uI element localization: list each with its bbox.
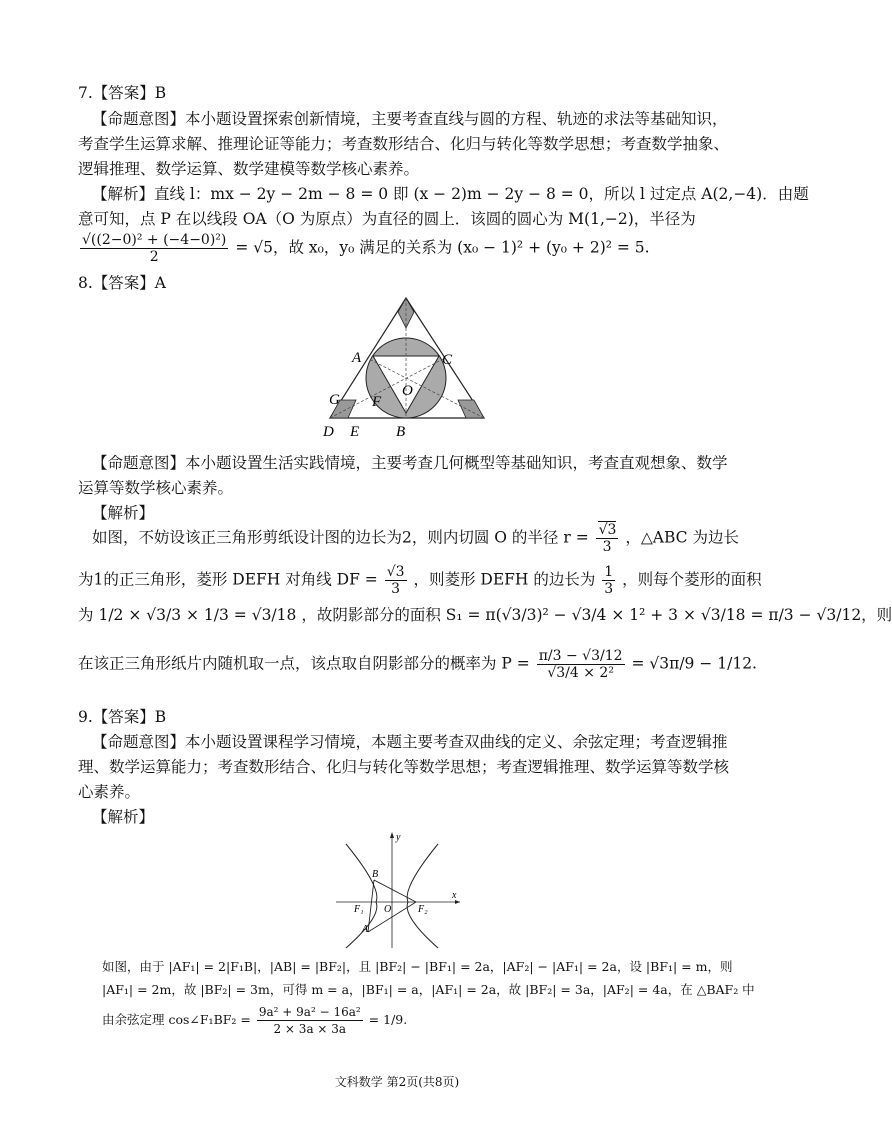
segment-ab: [368, 880, 374, 932]
right-rhombus: [458, 400, 484, 418]
right-branch: [407, 844, 438, 948]
label-c: C: [442, 352, 453, 368]
page-footer: 文科数学 第2页(共8页): [334, 1075, 460, 1089]
q7-analysis-result: = √5，故 x₀，y₀ 满足的关系为 (x₀ − 1)² + (y₀ + 2)² = 5.: [235, 238, 650, 257]
q7-analysis-line-2: 意可知，点 P 在以线段 OA（O 为原点）为直径的圆上．该圆的圆心为 M(1,−2)，半径为: [78, 210, 696, 228]
q8-analysis-line-4: [78, 648, 757, 681]
q9-intent-line-3: 心素养。: [78, 783, 141, 801]
q7-intent-line-1: 【命题意图】本小题设置探索创新情境，主要考查直线与圆的方程、轨迹的求法等基础知识，: [92, 110, 728, 128]
q7-analysis-line-1: 【解析】直线 l：mx − 2y − 2m − 8 = 0 即 (x − 2)m − 2y − 8 = 0，所以 l 过定点 A(2,−4)．由题: [92, 185, 809, 203]
label-e: E: [350, 424, 360, 440]
text-segment: ，则每个菱形的面积: [622, 570, 762, 589]
text-segment: ，△ABC 为边长: [625, 528, 739, 547]
denominator: 3: [604, 581, 614, 597]
q8-analysis-line-2: [78, 564, 762, 597]
label-y: y: [396, 832, 401, 843]
text-segment: ，故阴影部分的面积 S₁ = π(√3/3)² − √3/4 × 1² + 3 × √3/18 = π/3 − √3/12，则: [301, 606, 892, 624]
q7-intent-line-2: 考查学生运算求解、推理论证等能力；考查数形结合、化归与转化等数学思想；考查数学抽象、: [78, 135, 730, 153]
radius-denominator: 2: [149, 249, 159, 265]
label-b: B: [372, 869, 379, 880]
label-f: F: [372, 394, 382, 410]
q8-intent-line-2: 运算等数学核心素养。: [78, 479, 234, 497]
q7-intent-line-3: 逻辑推理、数学运算、数学建模等数学核心素养。: [78, 160, 420, 178]
label-f2: F₂: [418, 904, 428, 915]
q8-analysis-line-3: [78, 604, 892, 626]
text-segment: 为: [78, 606, 94, 624]
rhombus-area-expression: 1/2 × √3/3 × 1/3 = √3/18: [98, 606, 297, 624]
denominator: 3: [391, 581, 401, 597]
q9-solution-line-3: [102, 1004, 407, 1037]
label-o: O: [384, 904, 392, 915]
label-a: A: [352, 350, 362, 366]
denominator: √3/4 × 2²: [547, 665, 614, 681]
probability-fraction: [537, 648, 625, 681]
text-segment: 在该正三角形纸片内随机取一点，该点取自阴影部分的概率为 P =: [78, 654, 530, 673]
label-a: A: [362, 924, 369, 935]
radius-fraction: [80, 232, 228, 265]
radius-numerator: √((2−0)² + (−4−0)²): [82, 232, 227, 248]
label-o: O: [402, 383, 413, 399]
q9-solution-line-1: 如图，由于 |AF₁| = 2|F₁B|，|AB| = |BF₂|，且 |BF₂| − |BF₁| = 2a，|AF₂| − |AF₁| = 2a，设 |BF₁| = m，则: [102, 959, 733, 974]
q9-solution-line-2: |AF₁| = 2m，故 |BF₂| = 3m，可得 m = a，|BF₁| = a，|AF₁| = 2a，故 |BF₂| = 3a，|AF₂| = 4a，在 △BAF₂ 中: [102, 982, 755, 997]
q9-intent-line-2: 理、数学运算能力；考查数形结合、化归与转化等数学思想；考查逻辑推理、数学运算等数学核: [78, 758, 730, 776]
denominator: 3: [602, 539, 612, 555]
q8-answer: 8.【答案】A: [78, 274, 166, 292]
label-d: D: [323, 424, 334, 440]
q9-intent-line-1: 【命题意图】本小题设置课程学习情境，本题主要考查双曲线的定义、余弦定理；考查逻辑推: [92, 733, 728, 751]
text-segment: 由余弦定理 cos∠F₁BF₂ =: [102, 1012, 251, 1027]
cos-fraction: [257, 1004, 363, 1037]
q9-answer: 9.【答案】B: [78, 708, 167, 726]
numerator: 9a² + 9a² − 16a²: [258, 1005, 361, 1019]
denominator: 2 × 3a × 3a: [273, 1022, 347, 1036]
q7-analysis-line-3: [78, 232, 650, 265]
numerator: π/3 − √3/12: [538, 648, 623, 664]
q8-intent-line-1: 【命题意图】本小题设置生活实践情境，主要考查几何概型等基础知识，考查直观想象、数学: [92, 454, 728, 472]
y-axis-arrow: [390, 832, 394, 838]
numerator: √3: [386, 564, 405, 580]
one-over-three: [602, 564, 615, 597]
q8-analysis-line-1: [92, 522, 739, 555]
label-b: B: [396, 424, 406, 440]
text-segment: 如图，不妨设该正三角形剪纸设计图的边长为2，则内切圆 O 的半径 r =: [92, 528, 589, 547]
text-segment: = 1/9.: [368, 1012, 408, 1027]
sqrt3-over-3: [385, 564, 407, 597]
q9-analysis-head: 【解析】: [92, 808, 155, 826]
numerator: √3: [598, 522, 617, 538]
triangle-papercut-figure: [318, 292, 486, 442]
hyperbola-figure: [332, 828, 464, 952]
q8-analysis-head: 【解析】: [92, 504, 155, 522]
text-segment: ，则菱形 DEFH 的边长为: [413, 570, 596, 589]
segment-bf2: [374, 880, 416, 902]
q7-answer: 7.【答案】B: [78, 84, 167, 102]
label-f1: F₁: [354, 904, 364, 915]
label-x: x: [452, 890, 457, 901]
sqrt3-over-3: [596, 522, 619, 555]
text-segment: = √3π/9 − 1/12.: [631, 654, 757, 673]
label-g: G: [329, 392, 340, 408]
numerator: 1: [604, 564, 614, 580]
text-segment: 为1的正三角形，菱形 DEFH 对角线 DF =: [78, 570, 378, 589]
